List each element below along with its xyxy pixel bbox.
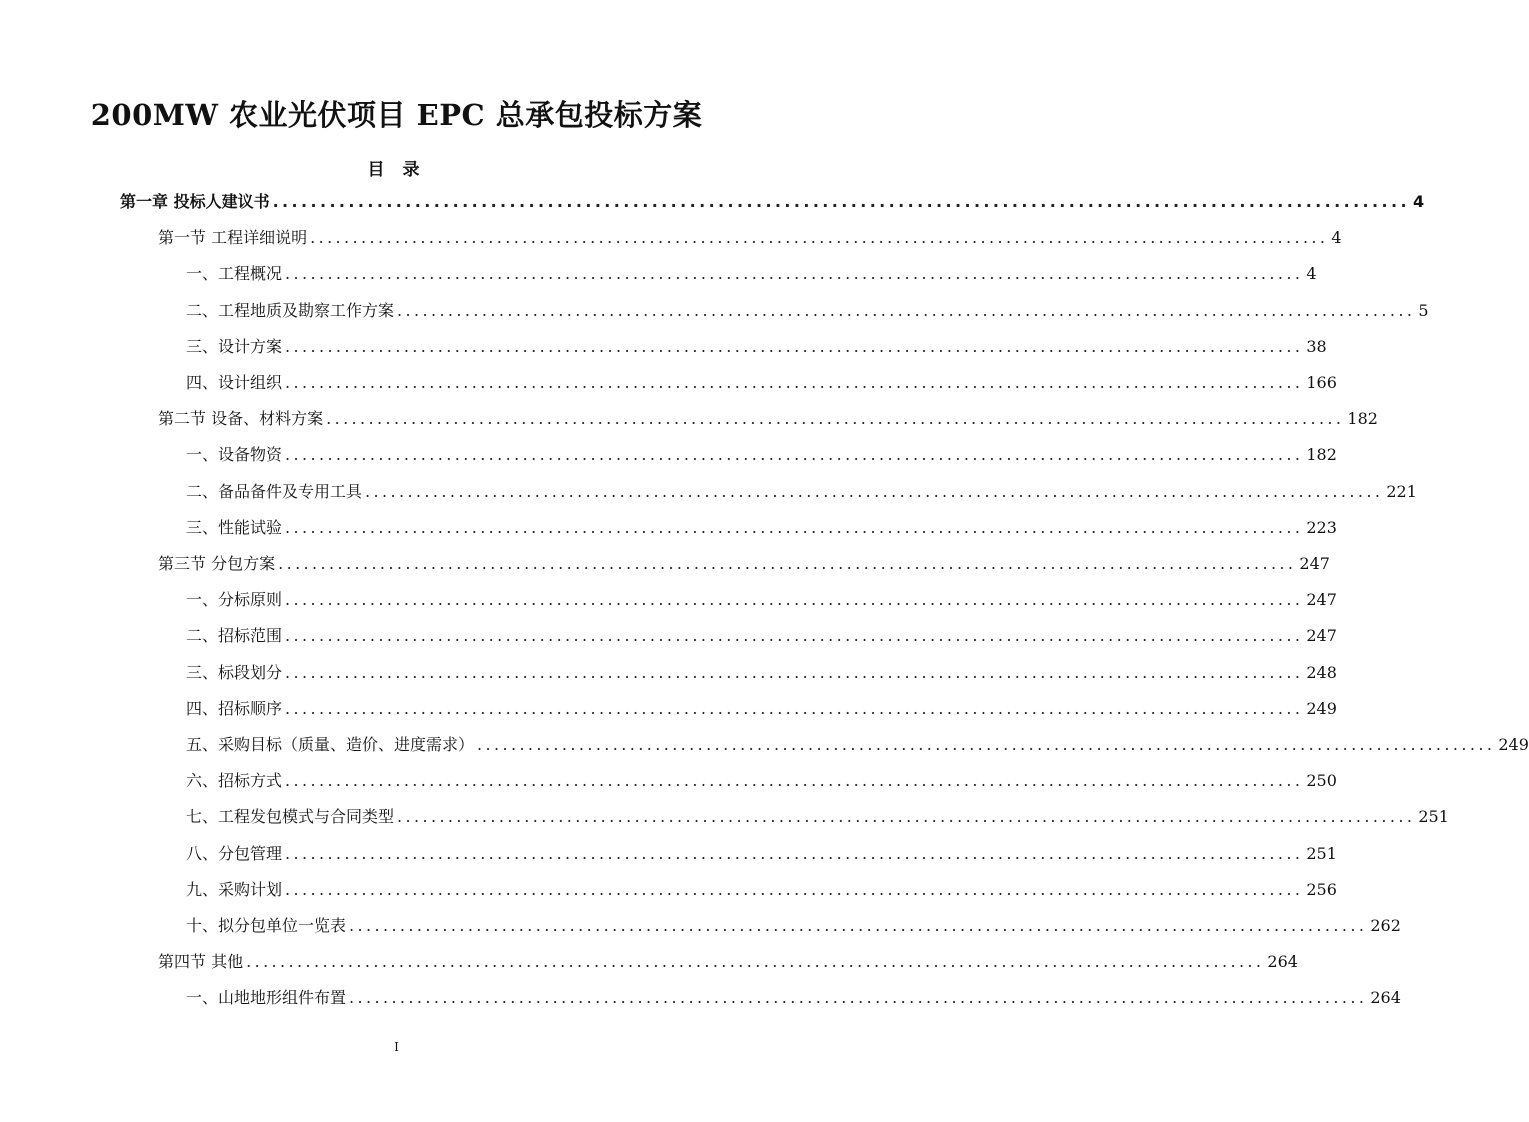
toc-leader-dots: ........................................................................................................................ xyxy=(285,626,1304,646)
toc-entry-label: 二、招标范围 xyxy=(186,626,283,646)
toc-entry-page: 4 xyxy=(1331,228,1342,248)
toc-entry[interactable] xyxy=(186,914,1401,938)
toc-entry-label: 一、工程概况 xyxy=(186,264,283,284)
toc-entry[interactable] xyxy=(186,480,1417,504)
toc-leader-dots: ........................................................................................................................ xyxy=(285,843,1304,863)
toc-entry-page: 256 xyxy=(1306,879,1337,899)
toc-entry-label: 一、分标原则 xyxy=(186,590,283,610)
toc-leader-dots: ........................................................................................................................ xyxy=(397,300,1416,320)
toc-entry[interactable] xyxy=(186,661,1337,685)
toc-entry[interactable] xyxy=(186,697,1337,721)
toc-entry-page: 250 xyxy=(1306,771,1337,791)
toc-entry[interactable] xyxy=(186,371,1337,395)
toc-leader-dots: ........................................................................................................................ xyxy=(365,481,1384,501)
toc-entry-label: 第一章 投标人建议书 xyxy=(120,192,270,211)
toc-leader-dots: ........................................................................................................................ xyxy=(285,879,1304,899)
toc-entry[interactable] xyxy=(186,986,1401,1010)
toc-heading: 目 录 xyxy=(367,160,426,180)
toc-entry-page: 5 xyxy=(1418,300,1429,320)
page-number: I xyxy=(394,1040,399,1054)
toc-entry-label: 第二节 设备、材料方案 xyxy=(158,409,324,429)
toc-leader-dots: ........................................................................................................................ xyxy=(310,228,1329,248)
toc-entry[interactable] xyxy=(158,407,1378,431)
toc-entry-page: 249 xyxy=(1306,698,1337,718)
toc-leader-dots: ........................................................................................................................ xyxy=(397,807,1416,827)
toc-entry-label: 十、拟分包单位一览表 xyxy=(186,916,347,935)
toc-entry-page: 182 xyxy=(1347,409,1378,429)
toc-entry[interactable] xyxy=(186,588,1337,612)
toc-entry[interactable] xyxy=(186,262,1317,286)
toc-entry-page: 264 xyxy=(1267,952,1298,972)
toc-entry-page: 247 xyxy=(1306,626,1337,646)
toc-entry-label: 三、设计方案 xyxy=(186,336,283,356)
toc-entry-label: 一、山地地形组件布置 xyxy=(186,988,347,1008)
toc-entry-page: 251 xyxy=(1418,807,1449,827)
toc-entry[interactable] xyxy=(120,190,1425,214)
toc-entry-page: 223 xyxy=(1306,517,1337,537)
toc-entry[interactable] xyxy=(186,733,1529,757)
toc-leader-dots: ........................................................................................................................ xyxy=(285,445,1304,465)
toc-leader-dots: ........................................................................................................................ xyxy=(285,264,1304,284)
toc-leader-dots: ........................................................................................................................ xyxy=(272,192,1410,211)
toc-entry[interactable] xyxy=(186,805,1449,829)
toc-entry[interactable] xyxy=(186,299,1429,323)
toc-entry-page: 38 xyxy=(1306,336,1327,356)
toc-entry[interactable] xyxy=(186,769,1337,793)
toc-entry-page: 247 xyxy=(1299,554,1330,573)
toc-entry-label: 三、标段划分 xyxy=(186,662,283,682)
toc-leader-dots: ........................................................................................................................ xyxy=(349,916,1368,935)
toc-entry-label: 四、招标顺序 xyxy=(186,698,283,718)
toc-entry-page: 247 xyxy=(1306,590,1337,610)
toc-leader-dots: ........................................................................................................................ xyxy=(349,988,1368,1008)
toc-entry[interactable] xyxy=(158,552,1330,576)
toc-entry[interactable] xyxy=(186,335,1327,359)
toc-entry-label: 九、采购计划 xyxy=(186,879,283,899)
toc-entry-page: 248 xyxy=(1306,662,1337,682)
toc-entry-label: 五、采购目标（质量、造价、进度需求） xyxy=(186,735,475,754)
toc-entry-label: 第三节 分包方案 xyxy=(158,554,276,573)
toc-entry-label: 四、设计组织 xyxy=(186,373,283,392)
toc-entry-label: 八、分包管理 xyxy=(186,843,283,863)
toc-entry-page: 182 xyxy=(1306,445,1337,465)
toc-entry-page: 4 xyxy=(1306,264,1317,284)
toc-entry[interactable] xyxy=(186,878,1337,902)
toc-leader-dots: ........................................................................................................................ xyxy=(285,698,1304,718)
toc-entry-page: 221 xyxy=(1386,481,1417,501)
toc-leader-dots: ........................................................................................................................ xyxy=(285,517,1304,537)
toc-entry-label: 第四节 其他 xyxy=(158,952,244,972)
toc-leader-dots: ........................................................................................................................ xyxy=(285,336,1304,356)
toc-entry-label: 第一节 工程详细说明 xyxy=(158,228,308,248)
toc-entry-page: 4 xyxy=(1412,192,1425,211)
toc-entry-page: 262 xyxy=(1370,916,1401,935)
toc-entry-label: 一、设备物资 xyxy=(186,445,283,465)
toc-entry-page: 264 xyxy=(1370,988,1401,1008)
toc-entry[interactable] xyxy=(186,516,1337,540)
document-title: 200MW 农业光伏项目 EPC 总承包投标方案 xyxy=(90,98,703,132)
toc-leader-dots: ........................................................................................................................ xyxy=(477,735,1496,754)
toc-entry-page: 249 xyxy=(1498,735,1529,754)
toc-entry[interactable] xyxy=(186,443,1337,467)
toc-leader-dots: ........................................................................................................................ xyxy=(285,771,1304,791)
toc-entry-page: 166 xyxy=(1306,373,1337,392)
toc-entry-label: 六、招标方式 xyxy=(186,771,283,791)
toc-entry-label: 二、备品备件及专用工具 xyxy=(186,481,363,501)
toc-entry-label: 三、性能试验 xyxy=(186,517,283,537)
toc-entry[interactable] xyxy=(158,950,1298,974)
toc-entry-label: 二、工程地质及勘察工作方案 xyxy=(186,300,395,320)
toc-entry[interactable] xyxy=(158,226,1342,250)
toc-entry-page: 251 xyxy=(1306,843,1337,863)
toc-leader-dots: ........................................................................................................................ xyxy=(285,373,1304,392)
toc-leader-dots: ........................................................................................................................ xyxy=(246,952,1265,972)
toc-leader-dots: ........................................................................................................................ xyxy=(278,554,1297,573)
toc-leader-dots: ........................................................................................................................ xyxy=(285,590,1304,610)
toc-entry-label: 七、工程发包模式与合同类型 xyxy=(186,807,395,827)
toc-leader-dots: ........................................................................................................................ xyxy=(326,409,1345,429)
toc-leader-dots: ........................................................................................................................ xyxy=(285,662,1304,682)
toc-entry[interactable] xyxy=(186,624,1337,648)
toc-entry[interactable] xyxy=(186,842,1337,866)
